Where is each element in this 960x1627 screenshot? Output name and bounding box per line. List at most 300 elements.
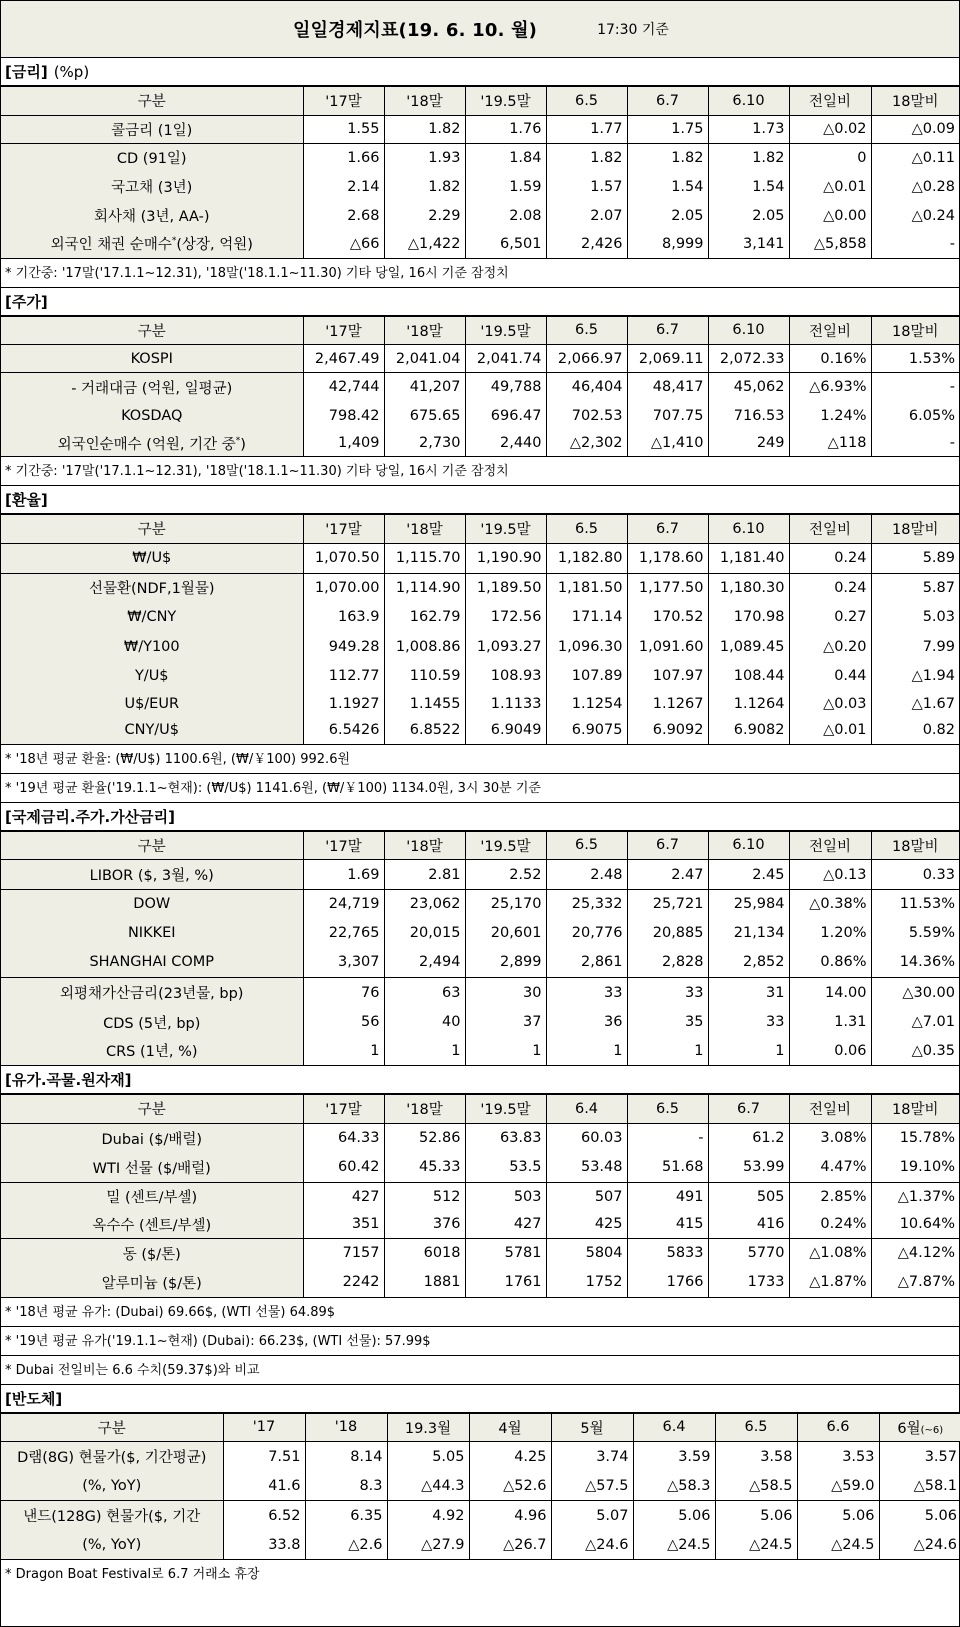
table-cell: 6.35 — [305, 1501, 387, 1531]
table-cell: △0.11 — [871, 143, 959, 172]
table-cell: 0.24 — [789, 573, 871, 602]
intl-table — [1, 832, 959, 1067]
table-cell: 1,115.70 — [384, 543, 465, 573]
table-cell: 1,190.90 — [465, 543, 546, 573]
table-row — [1, 1268, 959, 1297]
table-cell: △4.12% — [871, 1238, 959, 1268]
table-cell: 415 — [627, 1211, 708, 1238]
table-cell: - — [627, 1123, 708, 1153]
table-cell: - — [871, 431, 959, 457]
table-cell: 8,999 — [627, 230, 708, 258]
table-cell: 1,409 — [303, 431, 384, 457]
table-cell: 1.82 — [384, 115, 465, 143]
table-cell: 7.51 — [223, 1442, 305, 1472]
row-label: ₩/U$ — [1, 543, 303, 573]
table-cell: 6.9075 — [546, 717, 627, 744]
table-cell: △0.01 — [789, 717, 871, 744]
row-label: D램(8G) 현물가($, 기간평균) — [1, 1442, 223, 1472]
row-label: Dubai ($/배럴) — [1, 1123, 303, 1153]
table-cell: △0.13 — [789, 860, 871, 890]
table-cell: 2.45 — [708, 860, 789, 890]
table-cell: 170.98 — [708, 602, 789, 632]
commodities-note-1: * '18년 평균 유가: (Dubai) 69.66$, (WTI 선물) 64.89$ — [1, 1298, 959, 1327]
table-cell: 425 — [546, 1211, 627, 1238]
section-header-fx: [환율] — [1, 486, 959, 515]
table-cell: 33 — [708, 1008, 789, 1037]
section-header-intl: [국제금리.주가.가산금리] — [1, 803, 959, 832]
table-cell: △1.37% — [871, 1182, 959, 1211]
row-label: 외국인순매수 (억원, 기간 중*) — [1, 431, 303, 457]
table-cell: 1761 — [465, 1268, 546, 1297]
table-cell: △0.38% — [789, 890, 871, 919]
table-cell: 427 — [465, 1211, 546, 1238]
table-cell: 2.05 — [627, 201, 708, 230]
table-cell: 1.1267 — [627, 690, 708, 717]
column-header: '17말 — [303, 87, 384, 115]
section-header-stocks: [주가] — [1, 288, 959, 317]
row-label: CDS (5년, bp) — [1, 1008, 303, 1037]
table-cell: 3.57 — [924, 1448, 957, 1465]
table-cell: 1.82 — [708, 143, 789, 172]
table-row — [1, 1211, 959, 1238]
column-header: '18말 — [384, 317, 465, 345]
table-row — [1, 978, 959, 1008]
table-row — [1, 201, 959, 230]
table-cell: △0.24 — [911, 207, 955, 224]
table-cell: △1.08% — [789, 1238, 871, 1268]
table-cell: 110.59 — [384, 661, 465, 690]
table-cell: 2,828 — [627, 948, 708, 978]
table-cell: 2,899 — [465, 948, 546, 978]
table-cell: △44.3 — [387, 1472, 469, 1501]
column-header: 6.5 — [546, 317, 627, 345]
table-cell: △0.00 — [789, 201, 871, 230]
table-cell: 1,070.00 — [303, 573, 384, 602]
table-cell: 1.69 — [303, 860, 384, 890]
table-cell: 60.42 — [303, 1153, 384, 1182]
table-cell: 0.06 — [789, 1037, 871, 1066]
table-cell: 1766 — [627, 1268, 708, 1297]
column-header: 전일비 — [789, 832, 871, 860]
table-cell: 15.78% — [899, 1130, 955, 1147]
table-cell: 11.53% — [871, 890, 959, 919]
table-cell: 1.20% — [789, 919, 871, 948]
table-cell: 3.59 — [633, 1442, 715, 1472]
row-label: 국고채 (3년) — [1, 172, 303, 201]
table-header-row — [1, 832, 959, 860]
row-label: 콜금리 (1일) — [1, 115, 303, 143]
table-cell: △26.7 — [469, 1531, 551, 1560]
table-cell: 25,332 — [546, 890, 627, 919]
table-cell: 40 — [384, 1008, 465, 1037]
table-cell: 24,719 — [303, 890, 384, 919]
row-label: LIBOR ($, 3월, %) — [1, 860, 303, 890]
table-cell: △0.01 — [789, 172, 871, 201]
table-cell: △1,410 — [627, 431, 708, 457]
table-cell: 503 — [465, 1182, 546, 1211]
table-cell: 6.8522 — [384, 717, 465, 744]
table-cell: 1881 — [384, 1268, 465, 1297]
table-row — [1, 402, 959, 431]
table-cell: 162.79 — [384, 602, 465, 632]
semiconductor-table — [1, 1414, 960, 1561]
table-row — [1, 717, 959, 744]
table-cell: 1,008.86 — [384, 632, 465, 661]
table-header-row — [1, 1095, 959, 1123]
table-cell: 427 — [303, 1182, 384, 1211]
table-row — [1, 1153, 959, 1182]
table-cell: 8.14 — [305, 1442, 387, 1472]
table-cell: 512 — [384, 1182, 465, 1211]
table-cell: 35 — [627, 1008, 708, 1037]
commodities-note-2: * '19년 평균 유가('19.1.1~현재) (Dubai): 66.23$, (WTI 선물): 57.99$ — [1, 1327, 959, 1356]
table-cell: 798.42 — [303, 402, 384, 431]
column-header: '17 — [223, 1414, 305, 1442]
column-header: 18말비 — [871, 832, 959, 860]
table-cell: 5.59% — [908, 925, 955, 941]
commodities-table — [1, 1095, 959, 1298]
table-row — [1, 1501, 960, 1531]
table-cell: △0.09 — [911, 121, 955, 137]
column-header: 전일비 — [789, 87, 871, 115]
column-header: 6.10 — [708, 87, 789, 115]
table-cell: 1.54 — [627, 172, 708, 201]
table-cell: 6.9082 — [708, 717, 789, 744]
column-header: 6.5 — [546, 832, 627, 860]
table-cell: 1,181.50 — [546, 573, 627, 602]
table-cell: △2,302 — [546, 431, 627, 457]
column-header: 6.7 — [627, 515, 708, 543]
table-cell: △0.35 — [871, 1037, 959, 1066]
table-cell: - — [871, 230, 959, 258]
table-cell: 52.86 — [384, 1123, 465, 1153]
table-cell: 675.65 — [384, 402, 465, 431]
table-cell: 170.52 — [627, 602, 708, 632]
column-header: '17말 — [303, 317, 384, 345]
table-header-row — [1, 515, 959, 543]
table-cell: 2.85% — [789, 1182, 871, 1211]
column-header: 전일비 — [789, 317, 871, 345]
table-cell: 31 — [708, 978, 789, 1008]
table-cell: 6.52 — [223, 1501, 305, 1531]
row-label: 외평채가산금리(23년물, bp) — [1, 978, 303, 1008]
table-cell: 2,730 — [384, 431, 465, 457]
column-header: 6.7 — [708, 1095, 789, 1123]
table-row — [1, 690, 959, 717]
table-cell: 1.54 — [708, 172, 789, 201]
table-cell: 376 — [384, 1211, 465, 1238]
column-header: 18말비 — [871, 1095, 959, 1123]
table-cell: - — [871, 373, 959, 402]
column-header: 전일비 — [789, 515, 871, 543]
fx-note-1: * '18년 평균 환율: (₩/U$) 1100.6원, (₩/￥100) 992.6원 — [1, 745, 959, 774]
column-header: '18말 — [384, 832, 465, 860]
table-cell: 20,601 — [465, 919, 546, 948]
table-cell: 1.55 — [303, 115, 384, 143]
table-cell: 3.58 — [715, 1442, 797, 1472]
column-header: 구분 — [1, 832, 303, 860]
commodities-note-3: * Dubai 전일비는 6.6 수치(59.37$)와 비교 — [1, 1356, 959, 1385]
table-cell: 36 — [546, 1008, 627, 1037]
table-cell: 1.82 — [384, 172, 465, 201]
column-header: 6.10 — [708, 317, 789, 345]
table-cell: 5781 — [465, 1238, 546, 1268]
reference-time: 17:30 기준 — [597, 22, 669, 38]
table-cell: 2,069.11 — [627, 345, 708, 373]
stocks-note: * 기간중: '17말('17.1.1~12.31), '18말('18.1.1~11.30) 기타 당일, 16시 기준 잠정치 — [1, 457, 959, 486]
table-row — [1, 143, 959, 172]
table-cell: 1.24% — [789, 402, 871, 431]
table-cell: 1,070.50 — [303, 543, 384, 573]
table-cell: 37 — [465, 1008, 546, 1037]
column-header: '17말 — [303, 832, 384, 860]
table-cell: 507 — [546, 1182, 627, 1211]
table-cell: 112.77 — [303, 661, 384, 690]
row-label: 밀 (센트/부셀) — [1, 1182, 303, 1211]
column-header: 5월 — [551, 1414, 633, 1442]
row-label: DOW — [1, 890, 303, 919]
table-cell: 6.9049 — [465, 717, 546, 744]
table-cell: 1 — [627, 1037, 708, 1066]
column-header: 구분 — [1, 317, 303, 345]
table-cell: 0.27 — [789, 602, 871, 632]
table-cell: △58.3 — [633, 1472, 715, 1501]
table-cell: 707.75 — [627, 402, 708, 431]
table-cell: 2.68 — [303, 201, 384, 230]
table-cell: 3,141 — [708, 230, 789, 258]
table-cell: 171.14 — [546, 602, 627, 632]
column-header: 구분 — [1, 1095, 303, 1123]
table-cell: 5.05 — [387, 1442, 469, 1472]
table-cell: 5.06 — [797, 1501, 879, 1531]
column-header: 6.5 — [546, 515, 627, 543]
table-cell: 4.25 — [469, 1442, 551, 1472]
table-cell: 2.48 — [546, 860, 627, 890]
table-row — [1, 1008, 959, 1037]
table-cell: 2,440 — [465, 431, 546, 457]
table-cell: 0 — [789, 143, 871, 172]
table-cell: 1.76 — [465, 115, 546, 143]
table-cell: 48,417 — [627, 373, 708, 402]
table-cell: 14.36% — [899, 954, 955, 971]
table-cell: △24.5 — [797, 1531, 879, 1560]
table-cell: 1.1264 — [708, 690, 789, 717]
table-cell: 1,093.27 — [465, 632, 546, 661]
column-header: 6.7 — [627, 832, 708, 860]
table-row — [1, 230, 959, 258]
table-row — [1, 661, 959, 690]
table-row — [1, 543, 959, 573]
column-header: 6.6 — [797, 1414, 879, 1442]
column-header: 6.5 — [715, 1414, 797, 1442]
table-cell: 6018 — [384, 1238, 465, 1268]
table-cell: 2,066.97 — [546, 345, 627, 373]
table-cell: 1.53% — [908, 350, 955, 367]
table-cell: 1733 — [708, 1268, 789, 1297]
table-cell: 2,426 — [546, 230, 627, 258]
row-label: - 거래대금 (억원, 일평균) — [1, 373, 303, 402]
table-cell: 51.68 — [627, 1153, 708, 1182]
table-cell: 33 — [546, 978, 627, 1008]
table-cell: 41,207 — [384, 373, 465, 402]
table-cell: △24.6 — [551, 1531, 633, 1560]
table-cell: △58.5 — [715, 1472, 797, 1501]
table-cell: 3,307 — [303, 948, 384, 978]
table-cell: 1,180.30 — [708, 573, 789, 602]
column-header: 6.7 — [627, 87, 708, 115]
row-label: Y/U$ — [1, 661, 303, 690]
table-row — [1, 919, 959, 948]
column-header: '19.5말 — [465, 1095, 546, 1123]
table-cell: 0.82 — [871, 717, 959, 744]
table-cell: 5.87 — [871, 573, 959, 602]
table-header-row — [1, 87, 959, 115]
table-cell: △30.00 — [871, 978, 959, 1008]
table-cell: 0.16% — [789, 345, 871, 373]
table-cell: 2,041.04 — [384, 345, 465, 373]
table-cell: 5.89 — [922, 550, 955, 566]
table-cell: △24.5 — [715, 1531, 797, 1560]
table-row — [1, 431, 959, 457]
column-header: 전일비 — [789, 1095, 871, 1123]
column-header: 구분 — [1, 515, 303, 543]
column-header: '18말 — [384, 515, 465, 543]
table-cell: 19.10% — [899, 1159, 955, 1176]
row-label: CRS (1년, %) — [1, 1037, 303, 1066]
table-cell: 2.47 — [627, 860, 708, 890]
table-cell: 14.00 — [789, 978, 871, 1008]
table-cell: 53.48 — [546, 1153, 627, 1182]
table-cell: 1.66 — [303, 143, 384, 172]
table-cell: 5804 — [546, 1238, 627, 1268]
table-header-row — [1, 317, 959, 345]
title-bar — [1, 1, 959, 58]
column-header: 6.7 — [627, 317, 708, 345]
table-cell: 1 — [708, 1037, 789, 1066]
column-header: 6월(~6) — [879, 1414, 960, 1442]
table-cell: 33.8 — [223, 1531, 305, 1560]
row-label: 외국인 채권 순매수*(상장, 억원) — [1, 230, 303, 258]
table-cell: 1.82 — [546, 143, 627, 172]
row-label: KOSPI — [1, 345, 303, 373]
table-row — [1, 573, 959, 602]
table-cell: 56 — [303, 1008, 384, 1037]
table-cell: 42,744 — [303, 373, 384, 402]
row-label: CNY/U$ — [1, 717, 303, 744]
table-row — [1, 172, 959, 201]
table-cell: 1.93 — [384, 143, 465, 172]
table-cell: △27.9 — [387, 1531, 469, 1560]
column-header: 18말비 — [871, 87, 959, 115]
table-cell: 61.2 — [708, 1123, 789, 1153]
table-cell: 64.33 — [303, 1123, 384, 1153]
table-cell: 41.6 — [223, 1472, 305, 1501]
table-cell: 1.84 — [465, 143, 546, 172]
table-cell: △57.5 — [551, 1472, 633, 1501]
table-cell: 5.06 — [715, 1501, 797, 1531]
table-cell: 1 — [546, 1037, 627, 1066]
fx-note-2: * '19년 평균 환율('19.1.1~현재): (₩/U$) 1141.6원, (₩/￥100) 1134.0원, 3시 30분 기준 — [1, 774, 959, 803]
table-cell: 4.47% — [789, 1153, 871, 1182]
column-header: 6.4 — [546, 1095, 627, 1123]
column-header: 6.10 — [708, 515, 789, 543]
table-cell: 2.08 — [465, 201, 546, 230]
row-label: SHANGHAI COMP — [1, 948, 303, 978]
column-header: '19.5말 — [465, 515, 546, 543]
table-cell: 1,091.60 — [627, 632, 708, 661]
table-cell: 1.31 — [789, 1008, 871, 1037]
table-cell: 49,788 — [465, 373, 546, 402]
row-label: (%, YoY) — [1, 1472, 223, 1501]
table-cell: 6.9092 — [627, 717, 708, 744]
table-cell: 1,182.80 — [546, 543, 627, 573]
table-cell: 2.52 — [465, 860, 546, 890]
column-header: '17말 — [303, 1095, 384, 1123]
column-header: 18말비 — [871, 317, 959, 345]
row-label: 옥수수 (센트/부셀) — [1, 1211, 303, 1238]
column-header: 18말비 — [871, 515, 959, 543]
table-cell: 45,062 — [708, 373, 789, 402]
table-cell: 5.06 — [633, 1501, 715, 1531]
table-cell: 20,776 — [546, 919, 627, 948]
table-row — [1, 860, 959, 890]
column-header: '19.5말 — [465, 317, 546, 345]
table-cell: 696.47 — [465, 402, 546, 431]
column-header: 6.5 — [546, 87, 627, 115]
table-cell: 249 — [708, 431, 789, 457]
table-cell: 1,181.40 — [708, 543, 789, 573]
table-cell: 1,189.50 — [465, 573, 546, 602]
table-cell: 21,134 — [708, 919, 789, 948]
table-cell: △1.87% — [789, 1268, 871, 1297]
row-label: KOSDAQ — [1, 402, 303, 431]
table-cell: △6.93% — [789, 373, 871, 402]
column-header: 6.5 — [627, 1095, 708, 1123]
table-cell: 5770 — [708, 1238, 789, 1268]
row-label: 동 ($/톤) — [1, 1238, 303, 1268]
table-cell: 30 — [465, 978, 546, 1008]
table-cell: 46,404 — [546, 373, 627, 402]
table-cell: 7157 — [303, 1238, 384, 1268]
table-cell: △7.01 — [911, 1014, 955, 1030]
table-cell: 1,178.60 — [627, 543, 708, 573]
stocks-table — [1, 317, 959, 458]
table-cell: 2,072.33 — [708, 345, 789, 373]
section-header-commodities: [유가.곡물.원자재] — [1, 1066, 959, 1095]
table-cell: △5,858 — [789, 230, 871, 258]
table-cell: 76 — [303, 978, 384, 1008]
table-cell: 1752 — [546, 1268, 627, 1297]
rates-table — [1, 87, 959, 259]
table-cell: △66 — [303, 230, 384, 258]
column-header: '17말 — [303, 515, 384, 543]
table-row — [1, 1472, 960, 1501]
row-label: ₩/CNY — [1, 602, 303, 632]
table-cell: 2.29 — [384, 201, 465, 230]
column-header: '19.5말 — [465, 87, 546, 115]
table-cell: △118 — [789, 431, 871, 457]
fx-table — [1, 515, 959, 745]
table-cell: 33 — [627, 978, 708, 1008]
table-cell: 6,501 — [465, 230, 546, 258]
row-label: 선물환(NDF,1월물) — [1, 573, 303, 602]
table-row — [1, 345, 959, 373]
table-cell: 1,089.45 — [708, 632, 789, 661]
table-cell: 1,114.90 — [384, 573, 465, 602]
table-cell: 1.82 — [627, 143, 708, 172]
table-cell: 7.99 — [922, 638, 955, 655]
table-cell: 1.59 — [465, 172, 546, 201]
